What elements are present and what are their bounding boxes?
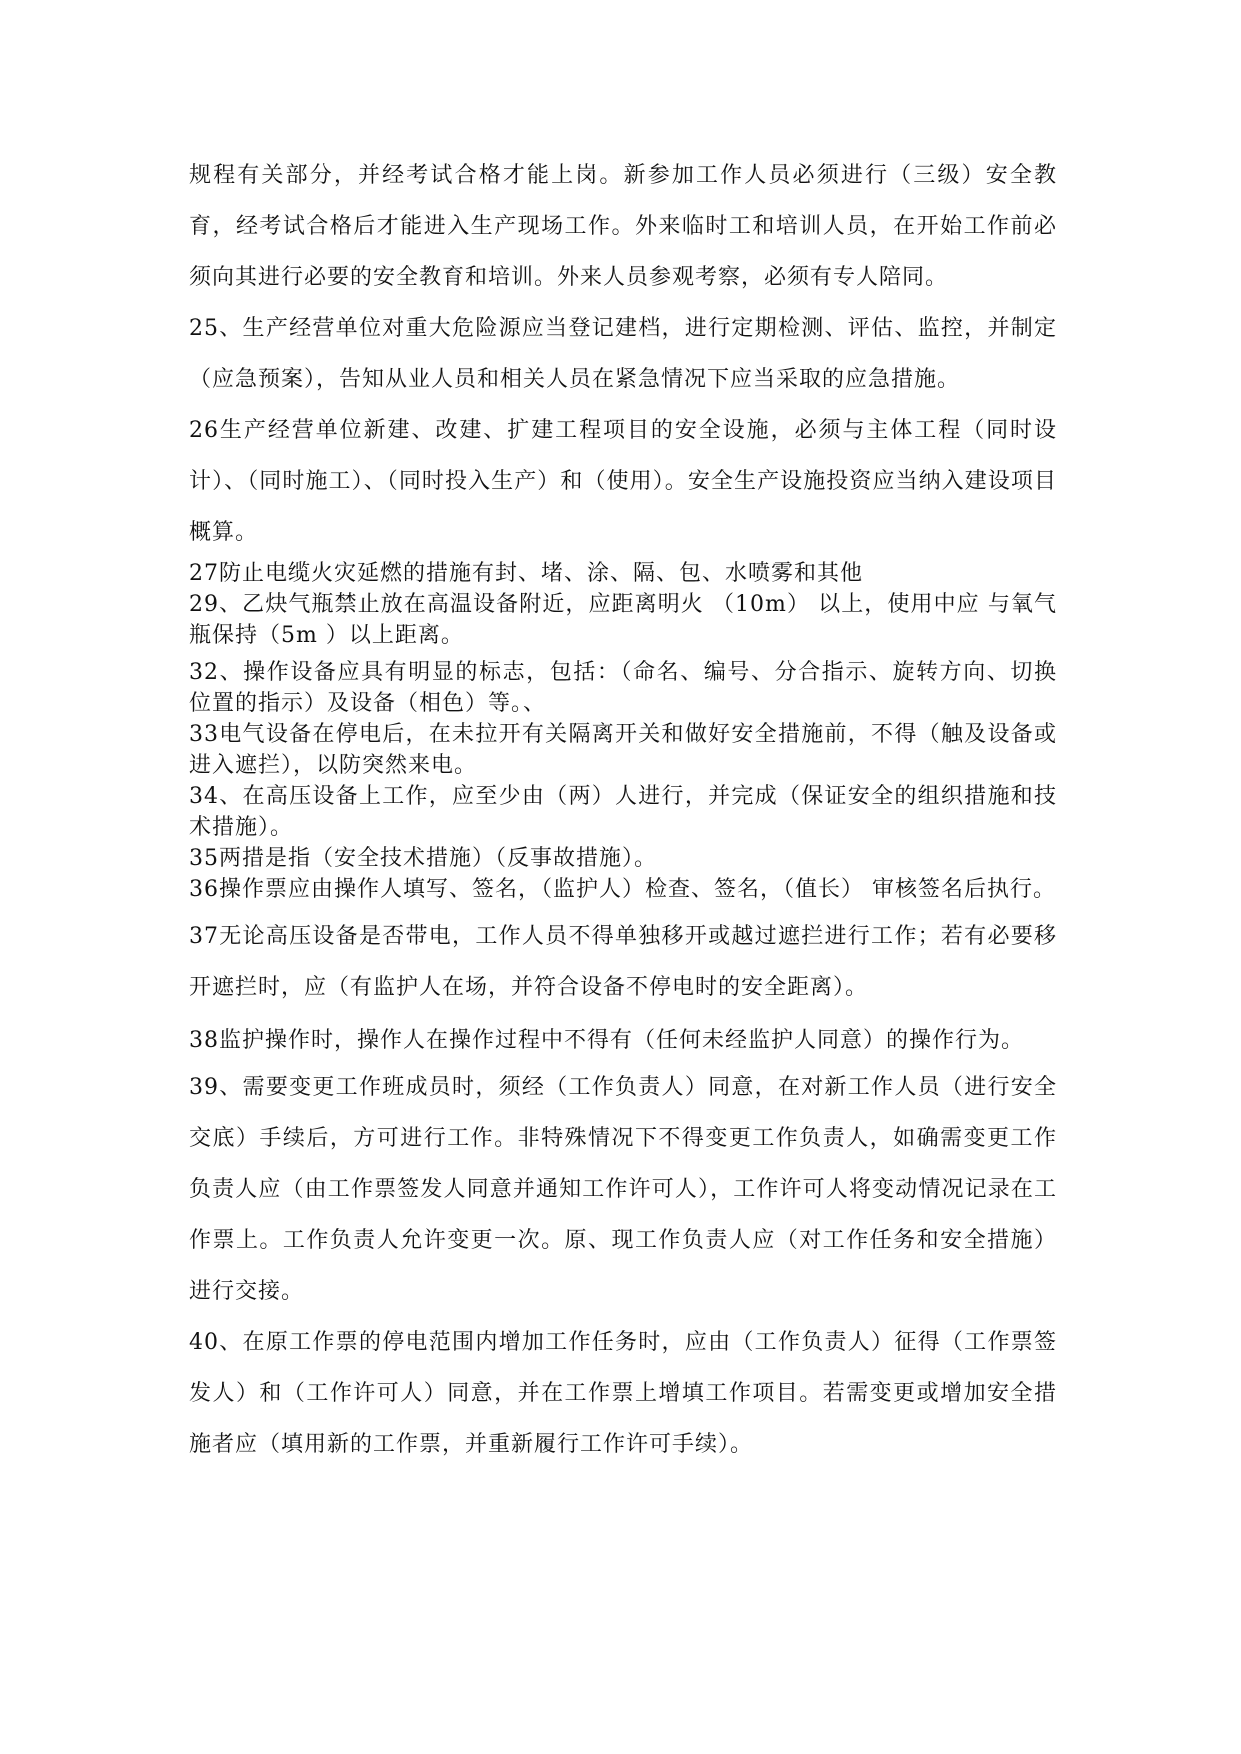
paragraph-39-crew-change: 39、需要变更工作班成员时，须经（工作负责人）同意，在对新工作人员（进行安全交底）手续后，方可进行工作。非特殊情况下不得变更工作负责人，如确需变更工作负责人应（由工作票签发人同意并通知工作许可人），工作许可人将变动情况记录在工作票上。工作负责人允许变更一次。原、现工作负责人应（对工作任务和安全措施）进行交接。 [189,1075,1057,1304]
paragraph-36-operation-ticket: 36操作票应由操作人填写、签名，（监护人）检查、签名，（值长） 审核签名后执行。 [189,877,1056,902]
paragraph-safety-education: 规程有关部分，并经考试合格才能上岗。新参加工作人员必须进行（三级）安全教育，经考试合格后才能进入生产现场工作。外来临时工和培训人员，在开始工作前必须向其进行必要的安全教育和培训。外来人员参观考察，必须有专人陪同。 [189,163,1057,290]
paragraph-27-cable-fire: 27防止电缆火灾延燃的措施有封、堵、涂、隔、包、水喷雾和其他 [189,561,863,586]
paragraph-33-after-power-off: 33电气设备在停电后，在未拉开有关隔离开关和做好安全措施前，不得（触及设备或进入遮拦），以防突然来电。 [189,722,1057,778]
paragraph-37-barrier: 37无论高压设备是否带电，工作人员不得单独移开或越过遮拦进行工作；若有必要移开遮拦时，应（有监护人在场，并符合设备不停电时的安全距离）。 [189,924,1057,1000]
paragraph-40-added-tasks: 40、在原工作票的停电范围内增加工作任务时，应由（工作负责人）征得（工作票签发人）和（工作许可人）同意，并在工作票上增填工作项目。若需变更或增加安全措施者应（填用新的工作票，并重新履行工作许可手续）。 [189,1330,1057,1457]
paragraph-35-two-measures: 35两措是指（安全技术措施）（反事故措施）。 [189,846,657,871]
paragraph-26-three-simultaneities: 26生产经营单位新建、改建、扩建工程项目的安全设施，必须与主体工程（同时设计）、（同时施工）、（同时投入生产）和（使用）。安全生产设施投资应当纳入建设项目概算。 [189,418,1057,545]
paragraph-32-equipment-marking: 32、操作设备应具有明显的标志，包括：（命名、编号、分合指示、旋转方向、切换位置的指示）及设备（相色）等。、 [189,660,1057,716]
document-body [189,150,1057,1470]
paragraph-25-hazard-sources: 25、生产经营单位对重大危险源应当登记建档，进行定期检测、评估、监控，并制定（应急预案），告知从业人员和相关人员在紧急情况下应当采取的应急措施。 [189,316,1057,392]
paragraph-38-supervised-operation: 38监护操作时，操作人在操作过程中不得有（任何未经监护人同意）的操作行为。 [189,1028,1024,1053]
paragraph-29-acetylene-cylinder: 29、乙炔气瓶禁止放在高温设备附近，应距离明火 （10m） 以上，使用中应 与氧气瓶保持（5m ）以上距离。 [189,592,1057,648]
paragraph-34-high-voltage-work: 34、在高压设备上工作，应至少由（两）人进行，并完成（保证安全的组织措施和技术措施）。 [189,784,1057,840]
